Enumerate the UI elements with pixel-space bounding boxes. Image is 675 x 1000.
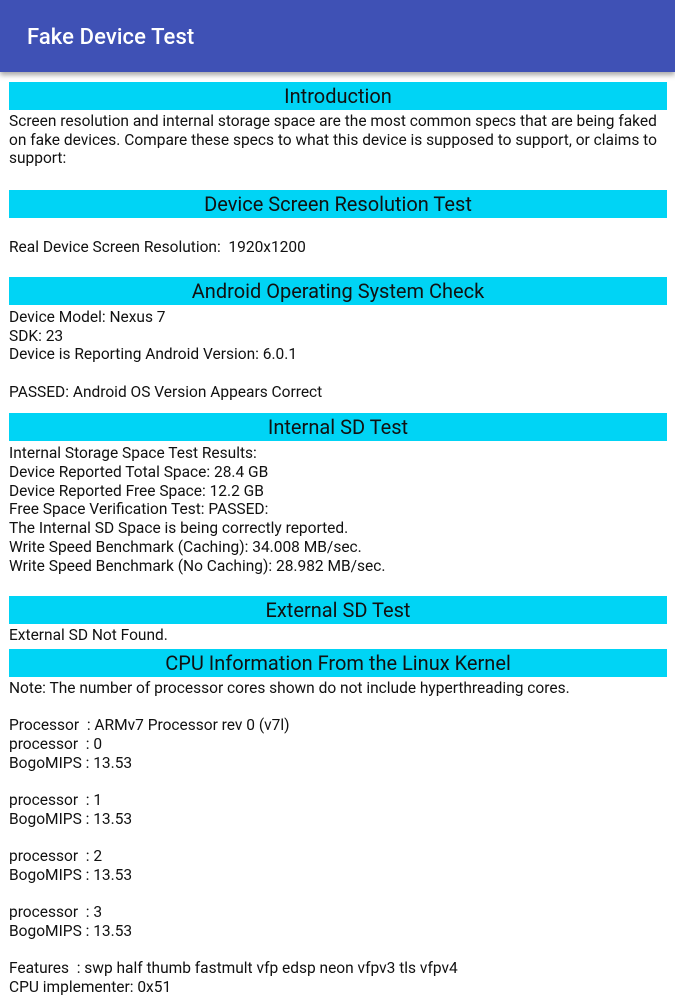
internal-sd-line: Device Reported Total Space: 28.4 GB (9, 463, 269, 482)
cpu-implementer: CPU implementer: 0x51 (9, 978, 172, 997)
internal-sd-line: Device Reported Free Space: 12.2 GB (9, 481, 264, 500)
cpu-core-bogomips: BogoMIPS : 13.53 (9, 809, 133, 828)
android-version: Device is Reporting Android Version: 6.0.1 (9, 345, 298, 364)
cpu-core-processor: processor : 0 (9, 735, 103, 754)
internal-sd-line: Write Speed Benchmark (Caching): 34.008 MB/sec. (9, 537, 362, 556)
cpu-note: Note: The number of processor cores shown do not include hyperthreading cores. (9, 678, 570, 697)
cpu-core-processor: processor : 3 (9, 903, 103, 922)
internal-sd-line: Write Speed Benchmark (No Caching): 28.982 MB/sec. (9, 556, 386, 575)
app-title: Fake Device Test (27, 25, 195, 50)
android-os-result: PASSED: Android OS Version Appears Correct (9, 382, 323, 401)
cpu-processor-name: Processor : ARMv7 Processor rev 0 (v7l) (9, 716, 290, 735)
introduction-header: Introduction (9, 82, 667, 110)
internal-sd-line: Free Space Verification Test: PASSED: (9, 500, 269, 519)
screen-resolution-header: Device Screen Resolution Test (9, 190, 667, 218)
internal-sd-header: Internal SD Test (9, 413, 667, 441)
app-bar (0, 0, 675, 72)
android-os-header: Android Operating System Check (9, 277, 667, 305)
external-sd-header: External SD Test (9, 596, 667, 624)
sdk-version: SDK: 23 (9, 326, 64, 345)
introduction-text: Screen resolution and internal storage space are the most common specs that are being faked on fake devices. Compare these specs to what this device is supposed to support, or claims to support: (9, 112, 661, 168)
cpu-features: Features : swp half thumb fastmult vfp edsp neon vfpv3 tls vfpv4 (9, 959, 458, 978)
screen-resolution-text: Real Device Screen Resolution: 1920x1200 (9, 238, 306, 257)
cpu-core-bogomips: BogoMIPS : 13.53 (9, 753, 133, 772)
device-model: Device Model: Nexus 7 (9, 307, 166, 326)
cpu-core-bogomips: BogoMIPS : 13.53 (9, 922, 133, 941)
internal-sd-line: Internal Storage Space Test Results: (9, 444, 257, 463)
internal-sd-line: The Internal SD Space is being correctly reported. (9, 519, 349, 538)
cpu-core-processor: processor : 2 (9, 847, 103, 866)
cpu-header: CPU Information From the Linux Kernel (9, 649, 667, 677)
cpu-core-processor: processor : 1 (9, 791, 103, 810)
results-content (9, 82, 667, 997)
external-sd-text: External SD Not Found. (9, 626, 168, 645)
cpu-core-bogomips: BogoMIPS : 13.53 (9, 865, 133, 884)
